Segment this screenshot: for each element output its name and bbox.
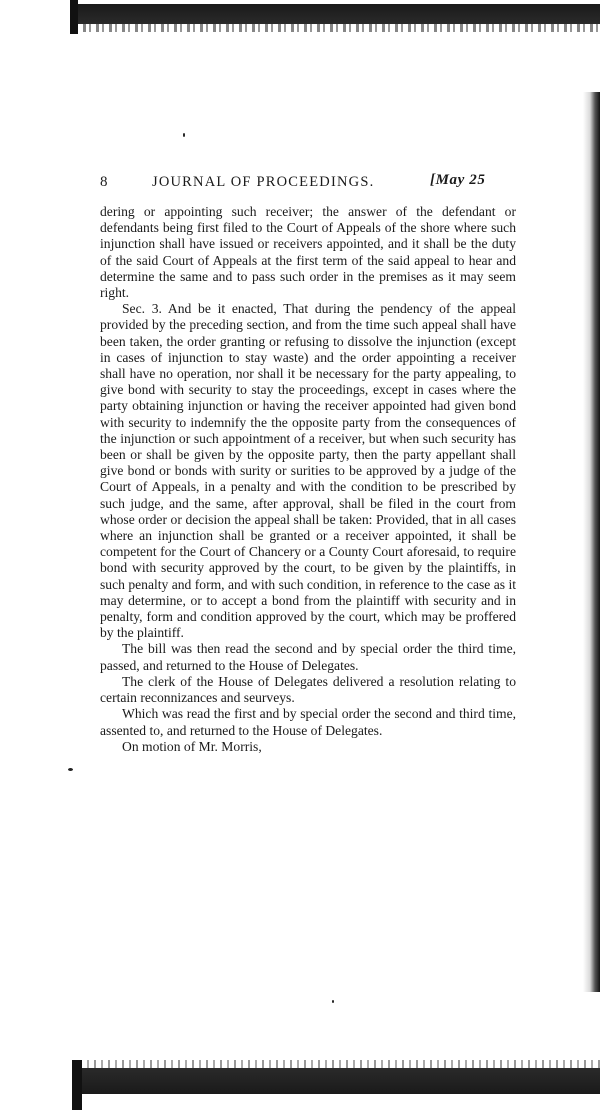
header-date: [May 25	[430, 172, 486, 188]
ink-speck	[183, 133, 185, 137]
ink-speck	[68, 768, 73, 771]
paragraph-clerk-resolution: The clerk of the House of Delegates delivered a resolution relating to certain reconnizances and seurveys.	[100, 673, 516, 706]
bottom-binding-corner	[72, 1060, 82, 1110]
paragraph-motion: On motion of Mr. Morris,	[122, 738, 262, 754]
paragraph-bill-read: The bill was then read the second and by special order the third time, passed, and returned to the House of Delegates.	[100, 641, 516, 673]
page-number: 8	[100, 174, 109, 190]
paragraph-resolution-read: Which was read the first and by special order the second and third time, assented to, and returned to the House of Delegates.	[100, 706, 516, 738]
ink-speck	[332, 1000, 334, 1003]
body-text	[100, 204, 516, 755]
running-title: JOURNAL OF PROCEEDINGS.	[152, 174, 375, 190]
bottom-binding-edge	[80, 1068, 600, 1102]
paragraph-continuation: dering or appointing such receiver; the answer of the defendant or defendants being first filed to the Court of Appeals of the shore where such injunction shall have issued or receivers appointed, and it shall be the duty of the said Court of Appeals at the first term of the said appeal to hear and determine the same and to pass such order in the premises as it may seem right.	[100, 204, 516, 301]
right-page-edge	[583, 92, 600, 992]
top-binding-edge	[70, 0, 600, 32]
paragraph-section-3: Sec. 3. And be it enacted, That during the pendency of the appeal provided by the preceding section, and from the time such appeal shall have been taken, the order granting or refusing to dissolve the injunction (except in cases of injunction to stay waste) and the order appointing a receiver shall have no operation, nor shall it be necessary for the party appealing, to give bond with security to stay the proceedings, except in cases where the party obtaining injunction or having the receiver appointed had given bond with security to indemnify the the opposite party from the consequences of the injunction or such appointment of a receiver, but when such security has been or shall be given by the opposite party, then the party appellant shall give bond or bonds with surity or surities to be approved by a judge of the Court of Appeals, in a penalty and with the condition to be prescribed by such judge, and the same, after approval, shall be filed in the court from whose order or decision the appeal shall be taken: Provided, that in all cases where an injunction shall be granted or a receiver appointed, it shall be competent for the Court of Chancery or a County Court aforesaid, to require bond with security approved by the court, to be given by the plaintiffs, in such penalty and form, and with such condition, in reference to the case as it may determine, or to accept a bond from the plaintiff with security and in penalty, form and condition approved by the court, which may be proffered by the plaintiff.	[100, 301, 516, 641]
top-binding-corner	[70, 0, 78, 34]
page-header	[100, 170, 516, 196]
